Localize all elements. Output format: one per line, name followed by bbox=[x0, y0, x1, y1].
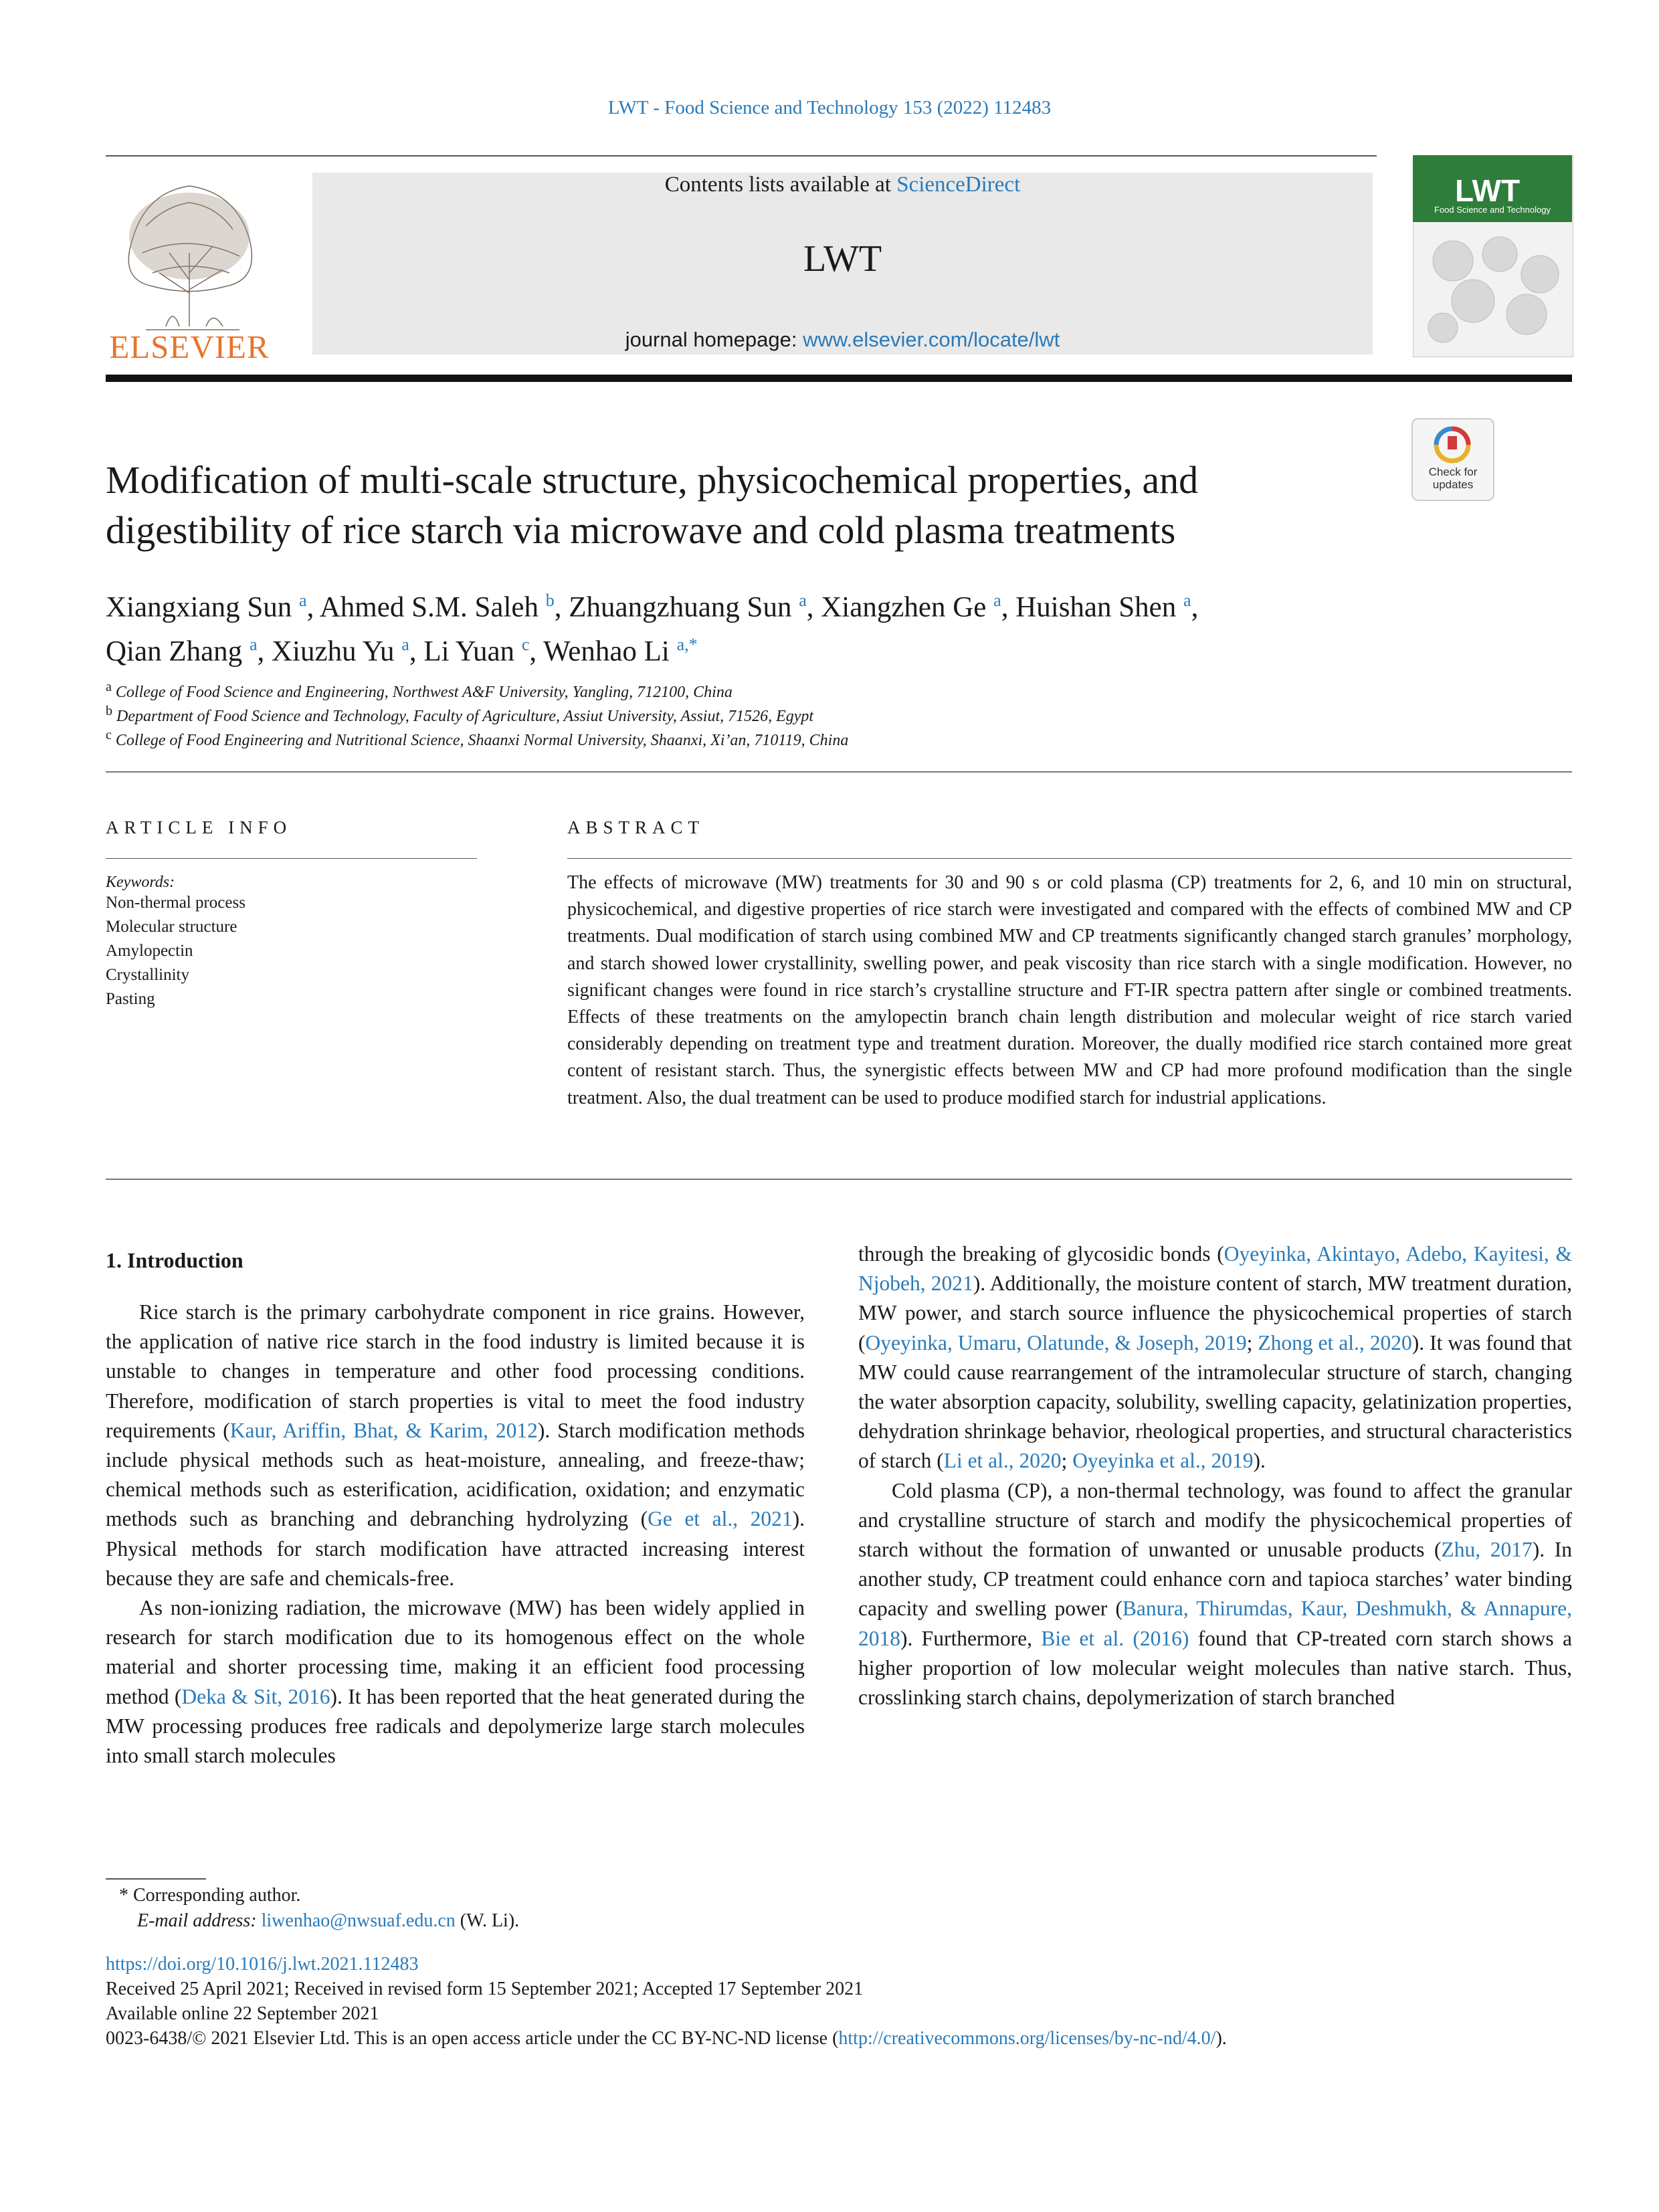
title-line-1: Modification of multi-scale structure, physicochemical properties, and bbox=[106, 458, 1199, 502]
author-affiliation-mark[interactable]: c bbox=[521, 635, 530, 655]
author-affiliation-mark[interactable]: a bbox=[993, 591, 1001, 610]
header-top-rule bbox=[106, 155, 1377, 157]
text-run: ). It was found that MW could cause rearrangement of the intramolecular structure of starch, changing the water absorption capacity, solubility, swelling capacity, gelatinization properties, dehydration shrinkage behavior, rheological properties, and structural characteristics of starch ( bbox=[858, 1330, 1573, 1473]
abstract-text: The effects of microwave (MW) treatments for 30 and 90 s or cold plasma (CP) treatments for 2, 6, and 10 min on structural, physicochemical, and digestive properties of rice starch were investigated and compared with the effects of combined MW and CP treatments. Dual modification of starch using combined MW and CP treatments significantly changed starch granules’ morphology, and starch showed lower crystallinity, swelling power, and peak viscosity than rice starch with a single modification. However, no significant changes were found in rice starch’s crystalline structure and FT-IR spectra pattern after single or combined treatments. Effects of these treatments on the amylopectin branch chain length distribution and molecular weight of rice starch varied considerably depending on treatment type and treatment duration. Moreover, the dually modified rice starch contained more great content of resistant starch. Thus, the synergistic effects between MW and CP had more profound modification than the single treatment. Also, the dual treatment can be used to produce modified starch for industrial applications. bbox=[567, 872, 1572, 1108]
title-line-2: digestibility of rice starch via microwave and cold plasma treatments bbox=[106, 508, 1176, 552]
cover-image bbox=[1413, 227, 1572, 355]
contents-line bbox=[312, 173, 1373, 197]
author-affiliation-mark[interactable]: a bbox=[799, 591, 807, 610]
license-suffix: ). bbox=[1215, 2028, 1227, 2049]
corresponding-author-note: * Corresponding author. bbox=[119, 1885, 301, 1906]
author-affiliation-mark[interactable]: a bbox=[401, 635, 409, 655]
keyword-item: Molecular structure bbox=[106, 918, 237, 936]
affiliation-mark: b bbox=[106, 704, 112, 718]
abstract-rule bbox=[567, 858, 1572, 859]
doi-link[interactable]: https://doi.org/10.1016/j.lwt.2021.112483 bbox=[106, 1954, 419, 1975]
affiliation-text: Department of Food Science and Technology, Faculty of Agriculture, Assiut University, Assiut, 71526, Egypt bbox=[116, 708, 814, 725]
article-title bbox=[106, 455, 1377, 555]
journal-homepage bbox=[312, 328, 1373, 352]
author-affiliation-mark[interactable]: a bbox=[1183, 591, 1191, 610]
paragraph bbox=[858, 1476, 1572, 1713]
section-heading-introduction: 1. Introduction bbox=[106, 1248, 243, 1272]
author-list bbox=[106, 582, 1444, 671]
authors-line-1: Xiangxiang Sun $^a$, Ahmed S.M. Saleh $^b$, Zhuangzhuang Sun $^a$, Xiangzhen Ge $^a$, Huishan Shen $^a$, bbox=[106, 591, 1199, 623]
homepage-prefix: journal homepage: bbox=[625, 328, 803, 351]
text-run: found that CP-treated corn starch shows a higher proportion of low molecular weight molecules than native starch. Thus, crosslinking starch chains, depolymerization of starch branched bbox=[858, 1626, 1572, 1710]
citation-link[interactable]: Ge et al., 2021 bbox=[648, 1507, 793, 1531]
author-name[interactable]: Xiangxiang Sun bbox=[106, 591, 292, 623]
elsevier-wordmark: ELSEVIER bbox=[109, 328, 270, 365]
author-affiliation-mark[interactable]: b bbox=[545, 591, 555, 610]
text-run: ; bbox=[1246, 1330, 1258, 1354]
citation-link[interactable]: Banura, Thirumdas, Kaur, Deshmukh, & Annapure, 2018 bbox=[858, 1597, 1572, 1650]
keyword-item: Crystallinity bbox=[106, 966, 189, 984]
citation-link[interactable]: Kaur, Ariffin, Bhat, & Karim, 2012 bbox=[229, 1418, 538, 1442]
abstract-heading: ABSTRACT bbox=[567, 817, 705, 837]
sciencedirect-link[interactable]: ScienceDirect bbox=[896, 173, 1021, 197]
author-name[interactable]: Wenhao Li bbox=[543, 635, 670, 668]
paragraph bbox=[858, 1239, 1572, 1476]
paragraph bbox=[106, 1298, 805, 1593]
article-info-rule bbox=[106, 858, 477, 859]
citation-link[interactable]: Bie et al. (2016) bbox=[1041, 1626, 1189, 1650]
check-updates-line2: updates bbox=[1432, 478, 1474, 491]
article-info-heading: ARTICLE INFO bbox=[106, 817, 292, 837]
text-run: ). Additionally, the moisture content of starch, MW treatment duration, MW power, and starch source influence the physicochemical properties of starch ( bbox=[858, 1272, 1572, 1354]
affiliation-text: College of Food Science and Engineering, Northwest A&F University, Yangling, 712100, China bbox=[115, 684, 733, 701]
text-run: ; bbox=[1061, 1449, 1073, 1473]
text-run: ). Starch modification methods include physical methods such as heat-moisture, annealing, and freeze-thaw; chemical methods such as esterification, acidification, oxidation; and enzymatic methods such as branching and debranching hydrolyzing ( bbox=[106, 1418, 805, 1531]
citation-link[interactable]: Deka & Sit, 2016 bbox=[181, 1684, 330, 1708]
text-run: ). It has been reported that the heat generated during the MW processing produces free radicals and depolymerize large starch molecules into small starch molecules bbox=[106, 1684, 805, 1768]
license-line bbox=[106, 2026, 1227, 2051]
text-run: ). Physical methods for starch modification have attracted increasing interest because they are safe and chemicals-free. bbox=[106, 1507, 805, 1590]
license-prefix: 0023-6438/© 2021 Elsevier Ltd. This is an open access article under the CC BY-NC-ND license ( bbox=[106, 2028, 839, 2049]
body-column-right bbox=[858, 1239, 1572, 1712]
affiliation-text: College of Food Engineering and Nutritional Science, Shaanxi Normal University, Shaanxi, Xi’an, 710119, China bbox=[115, 732, 849, 749]
author-name[interactable]: Ahmed S.M. Saleh bbox=[319, 591, 539, 623]
author-name[interactable]: Xiangzhen Ge bbox=[821, 591, 987, 623]
header-thick-rule bbox=[106, 375, 1572, 382]
homepage-link[interactable]: www.elsevier.com/locate/lwt bbox=[803, 328, 1060, 351]
citation-link[interactable]: Oyeyinka, Umaru, Olatunde, & Joseph, 2019 bbox=[865, 1330, 1247, 1354]
author-name[interactable]: Li Yuan bbox=[423, 635, 515, 668]
email-note bbox=[137, 1910, 519, 1932]
author-affiliation-mark[interactable]: a bbox=[249, 635, 258, 655]
affiliation-c bbox=[106, 724, 1444, 752]
text-run: Cold plasma (CP), a non-thermal technology, was found to affect the granular and crystalline structure of starch and modify the physicochemical properties of starch without the formation of unwanted or unusable products ( bbox=[858, 1478, 1572, 1562]
available-online: Available online 22 September 2021 bbox=[106, 2003, 379, 2024]
text-run: ). bbox=[1253, 1449, 1266, 1473]
journal-name: LWT bbox=[803, 238, 882, 280]
citation-link[interactable]: Oyeyinka et al., 2019 bbox=[1072, 1449, 1254, 1473]
text-run: As non-ionizing radiation, the microwave (MW) has been widely applied in research for starch modification due to its homogenous effect on the whole material and shorter processing time, making it an efficient food processing method ( bbox=[106, 1596, 805, 1708]
text-run: ). Furthermore, bbox=[900, 1626, 1042, 1650]
check-updates-line1: Check for bbox=[1428, 466, 1478, 478]
affiliation-mark: c bbox=[106, 728, 112, 742]
abstract-divider bbox=[106, 1179, 1572, 1180]
citation-link[interactable]: Zhu, 2017 bbox=[1441, 1538, 1533, 1562]
journal-reference[interactable]: LWT - Food Science and Technology 153 (2022) 112483 bbox=[607, 97, 1052, 118]
keyword-item: Non-thermal process bbox=[106, 894, 246, 912]
citation-link[interactable]: Zhong et al., 2020 bbox=[1258, 1330, 1412, 1354]
cover-title: LWT bbox=[1455, 173, 1521, 208]
author-name[interactable]: Zhuangzhuang Sun bbox=[569, 591, 792, 623]
text-run: ). In another study, CP treatment could enhance corn and tapioca starches’ water binding capacity and swelling power ( bbox=[858, 1538, 1572, 1621]
affiliation-divider bbox=[106, 771, 1572, 773]
author-name[interactable]: Qian Zhang bbox=[106, 635, 243, 668]
citation-link[interactable]: Oyeyinka, Akintayo, Adebo, Kayitesi, & Njobeh, 2021 bbox=[858, 1242, 1572, 1296]
author-name[interactable]: Huishan Shen bbox=[1015, 591, 1177, 623]
keywords-label: Keywords: bbox=[106, 874, 175, 891]
check-updates-label bbox=[1411, 466, 1494, 491]
affiliation-mark: a bbox=[106, 680, 112, 694]
email-suffix: (W. Li). bbox=[455, 1910, 520, 1931]
author-affiliation-mark[interactable]: a bbox=[299, 591, 307, 610]
author-name[interactable]: Xiuzhu Yu bbox=[271, 635, 395, 668]
body-column-left bbox=[106, 1298, 805, 1771]
license-link[interactable]: http://creativecommons.org/licenses/by-nc-nd/4.0/ bbox=[838, 2028, 1216, 2049]
text-run: through the breaking of glycosidic bonds ( bbox=[858, 1242, 1224, 1266]
received-dates: Received 25 April 2021; Received in revised form 15 September 2021; Accepted 17 September 2021 bbox=[106, 1979, 864, 1999]
email-link[interactable]: liwenhao@nwsuaf.edu.cn bbox=[261, 1910, 456, 1931]
citation-link[interactable]: Li et al., 2020 bbox=[943, 1449, 1062, 1473]
keyword-item: Amylopectin bbox=[106, 942, 193, 960]
email-label: E-mail address: bbox=[137, 1910, 262, 1931]
check-updates-icon bbox=[1433, 425, 1472, 464]
paragraph bbox=[106, 1593, 805, 1771]
text-run: Rice starch is the primary carbohydrate component in rice grains. However, the application of native rice starch in the food industry is limited because it is unstable to changes in temperature and other food processing conditions. Therefore, modification of starch properties is vital to meet the food industry requirements ( bbox=[106, 1300, 805, 1442]
keyword-item: Pasting bbox=[106, 990, 155, 1008]
contents-prefix: Contents lists available at bbox=[664, 173, 897, 197]
footnote-rule bbox=[106, 1878, 206, 1880]
author-affiliation-mark[interactable]: a,* bbox=[676, 635, 698, 655]
cover-subtitle: Food Science and Technology bbox=[1434, 205, 1551, 215]
authors-line-2: Qian Zhang $^a$, Xiuzhu Yu $^a$, Li Yuan $^c$, Wenhao Li $^{a,*}$ bbox=[106, 635, 698, 668]
